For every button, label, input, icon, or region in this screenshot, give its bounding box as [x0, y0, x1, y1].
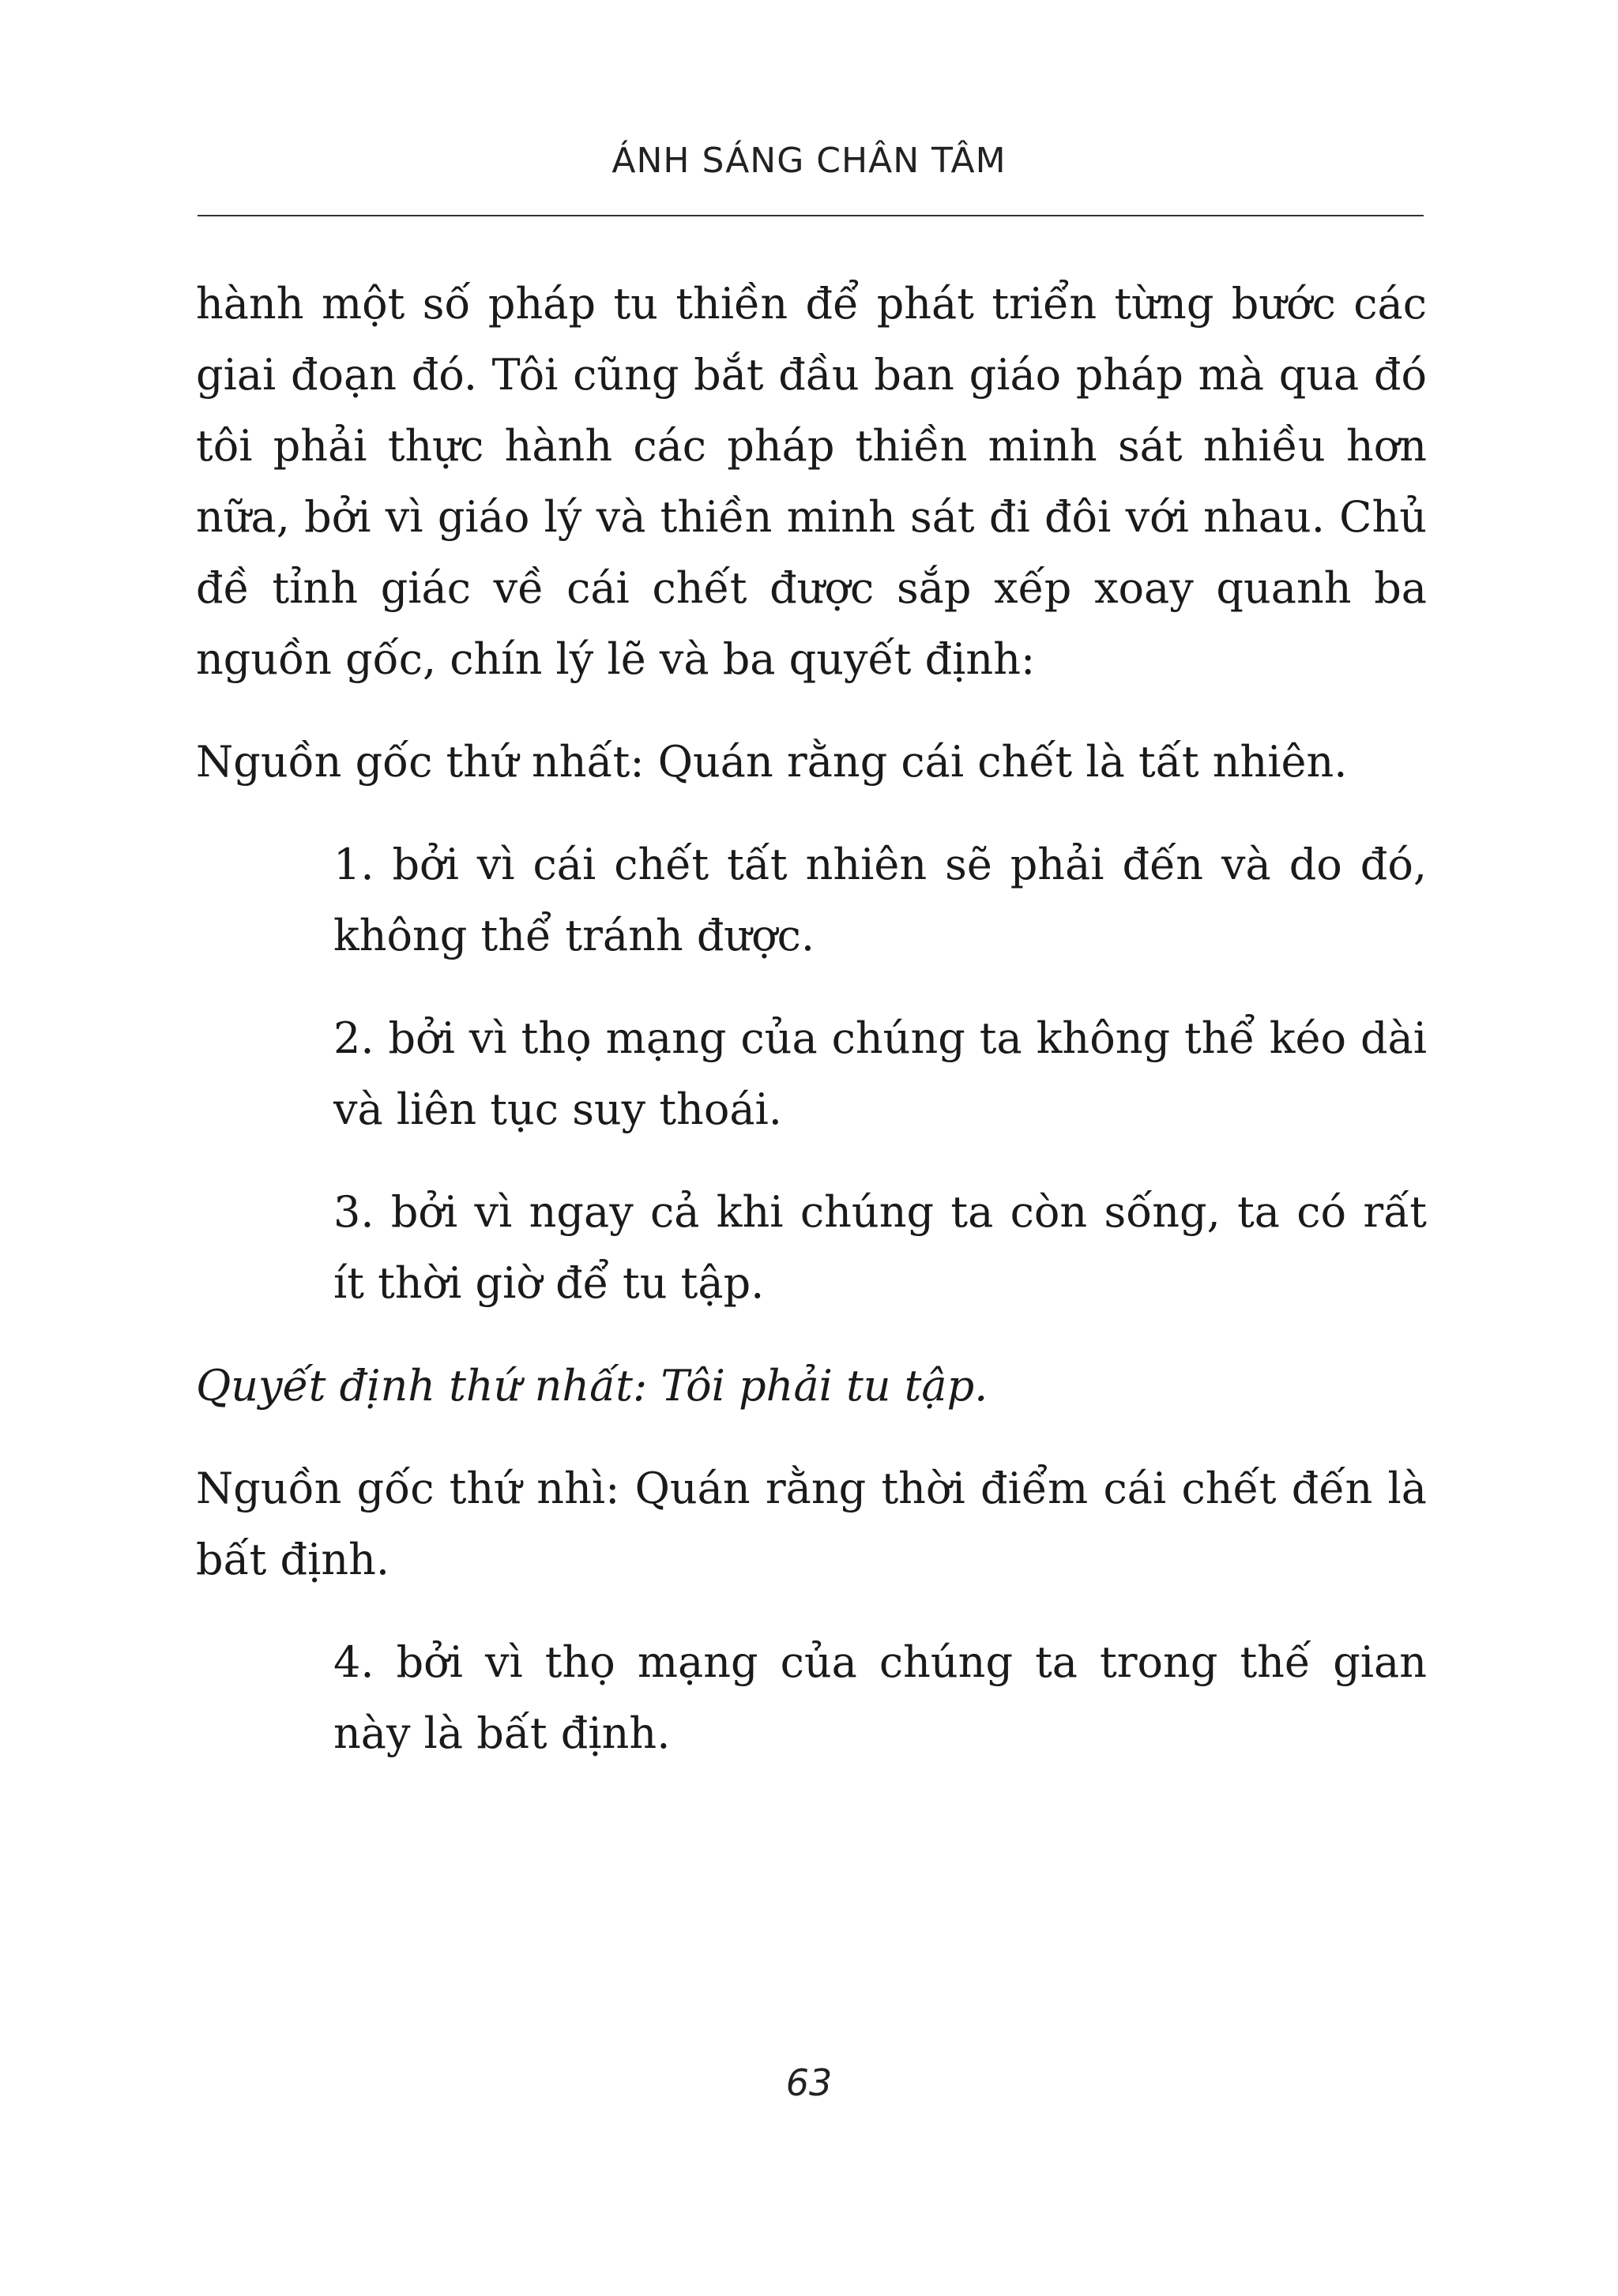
body-text — [196, 269, 1427, 1801]
list-item-reason-1: 1. bởi vì cái chết tất nhiên sẽ phải đến và do đó, không thể tránh được. — [333, 840, 1427, 960]
paragraph-intro: hành một số pháp tu thiền để phát triển từng bước các giai đoạn đó. Tôi cũng bắt đầu ban giáo pháp mà qua đó tôi phải thực hành các pháp thiền minh sát nhiều hơn nữa, bởi vì giáo lý và thiền minh sát đi đôi với nhau. Chủ đề tỉnh giác về cái chết được sắp xếp xoay quanh ba nguồn gốc, chín lý lẽ và ba quyết định: — [196, 279, 1427, 684]
list-item-reason-4: 4. bởi vì thọ mạng của chúng ta trong thế gian này là bất định. — [333, 1637, 1427, 1758]
running-header: ÁNH SÁNG CHÂN TÂM — [611, 141, 1007, 181]
paragraph-source-1: Nguồn gốc thứ nhất: Quán rằng cái chết là tất nhiên. — [196, 737, 1348, 787]
paragraph-decision-1: Quyết định thứ nhất: Tôi phải tu tập. — [196, 1361, 988, 1411]
list-item-reason-3: 3. bởi vì ngay cả khi chúng ta còn sống, ta có rất ít thời giờ để tu tập. — [333, 1187, 1427, 1308]
header-rule — [198, 215, 1424, 216]
list-item-reason-2: 2. bởi vì thọ mạng của chúng ta không thể kéo dài và liên tục suy thoái. — [333, 1013, 1427, 1134]
paragraph-source-2: Nguồn gốc thứ nhì: Quán rằng thời điểm cái chết đến là bất định. — [196, 1464, 1427, 1584]
page-number: 63 — [785, 2061, 833, 2104]
